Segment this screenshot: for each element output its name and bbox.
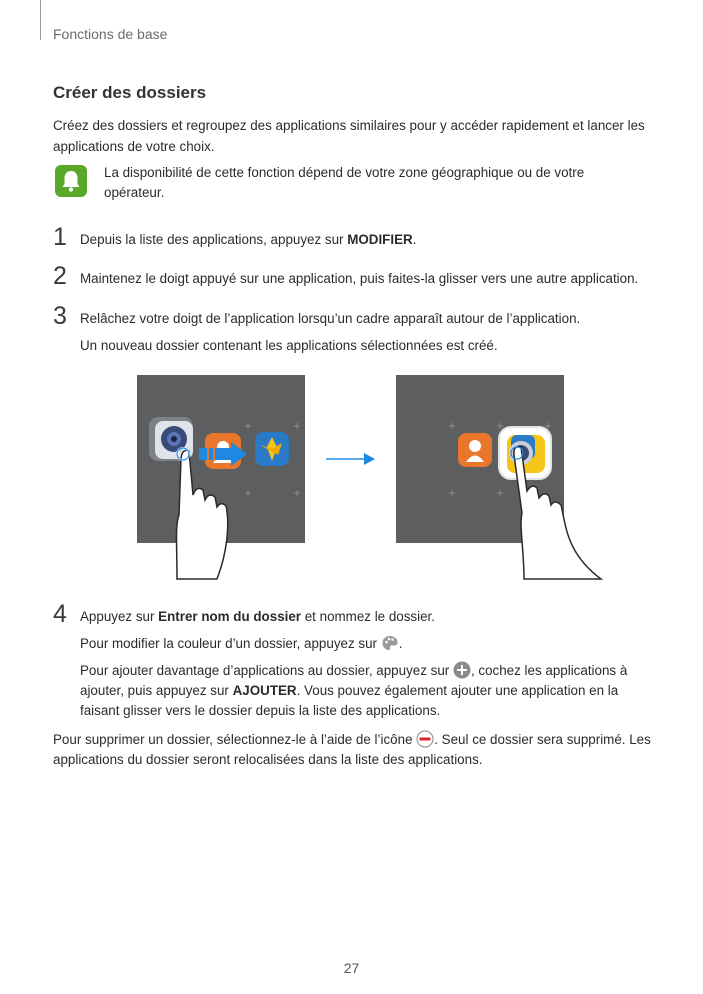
step-3-result: Un nouveau dossier contenant les applications sélectionnées est créé.: [80, 338, 498, 353]
step-number: 2: [53, 262, 67, 290]
folder-illustration: [396, 375, 601, 580]
step-text: Appuyez sur Entrer nom du dossier et nommez le dossier.: [80, 609, 435, 624]
step-text: Relâchez votre doigt de l’application lorsqu’un cadre apparaît autour de l’application.: [80, 311, 581, 326]
step-4-color-tip: Pour modifier la couleur d’un dossier, appuyez sur .: [80, 636, 403, 651]
step-number: 1: [53, 223, 67, 251]
page-title: Créer des dossiers: [53, 83, 207, 102]
step-number: 4: [53, 600, 67, 628]
delete-folder-note: Pour supprimer un dossier, sélectionnez-le à l’aide de l’icône . Seul ce dossier sera supprimé. Les applications du dossier seront relocalisées dans la liste des applications.: [53, 732, 651, 767]
arrow-icon: [326, 452, 376, 466]
step-text: Maintenez le doigt appuyé sur une application, puis faites-la glisser vers une autre application.: [80, 271, 639, 286]
note-text: La disponibilité de cette fonction dépend de votre zone géographique ou de votre opérateur.: [104, 165, 585, 200]
section-rule: [40, 0, 41, 40]
step-text: Depuis la liste des applications, appuyez sur MODIFIER.: [80, 232, 417, 247]
section-title: Fonctions de base: [53, 26, 168, 42]
notification-bell-icon: [55, 165, 87, 197]
palette-icon: [381, 634, 399, 652]
add-circle-icon: [453, 661, 471, 679]
drag-illustration: [137, 375, 305, 580]
screen-after: [396, 375, 564, 543]
step-4-add-tip: Pour ajouter davantage d’applications au dossier, appuyez sur , cochez les applications à ajouter, puis appuyez sur AJOUTER. Vous pouvez également ajouter une application en la faisant glisser vers le dossier depuis la liste des applications.: [80, 663, 628, 718]
remove-circle-icon: [416, 730, 434, 748]
intro-paragraph: Créez des dossiers et regroupez des applications similaires pour y accéder rapidement et lancer les applications de votre choix.: [53, 118, 645, 154]
step-number: 3: [53, 302, 67, 330]
screen-before: [137, 375, 305, 543]
page-number: 27: [343, 960, 360, 976]
